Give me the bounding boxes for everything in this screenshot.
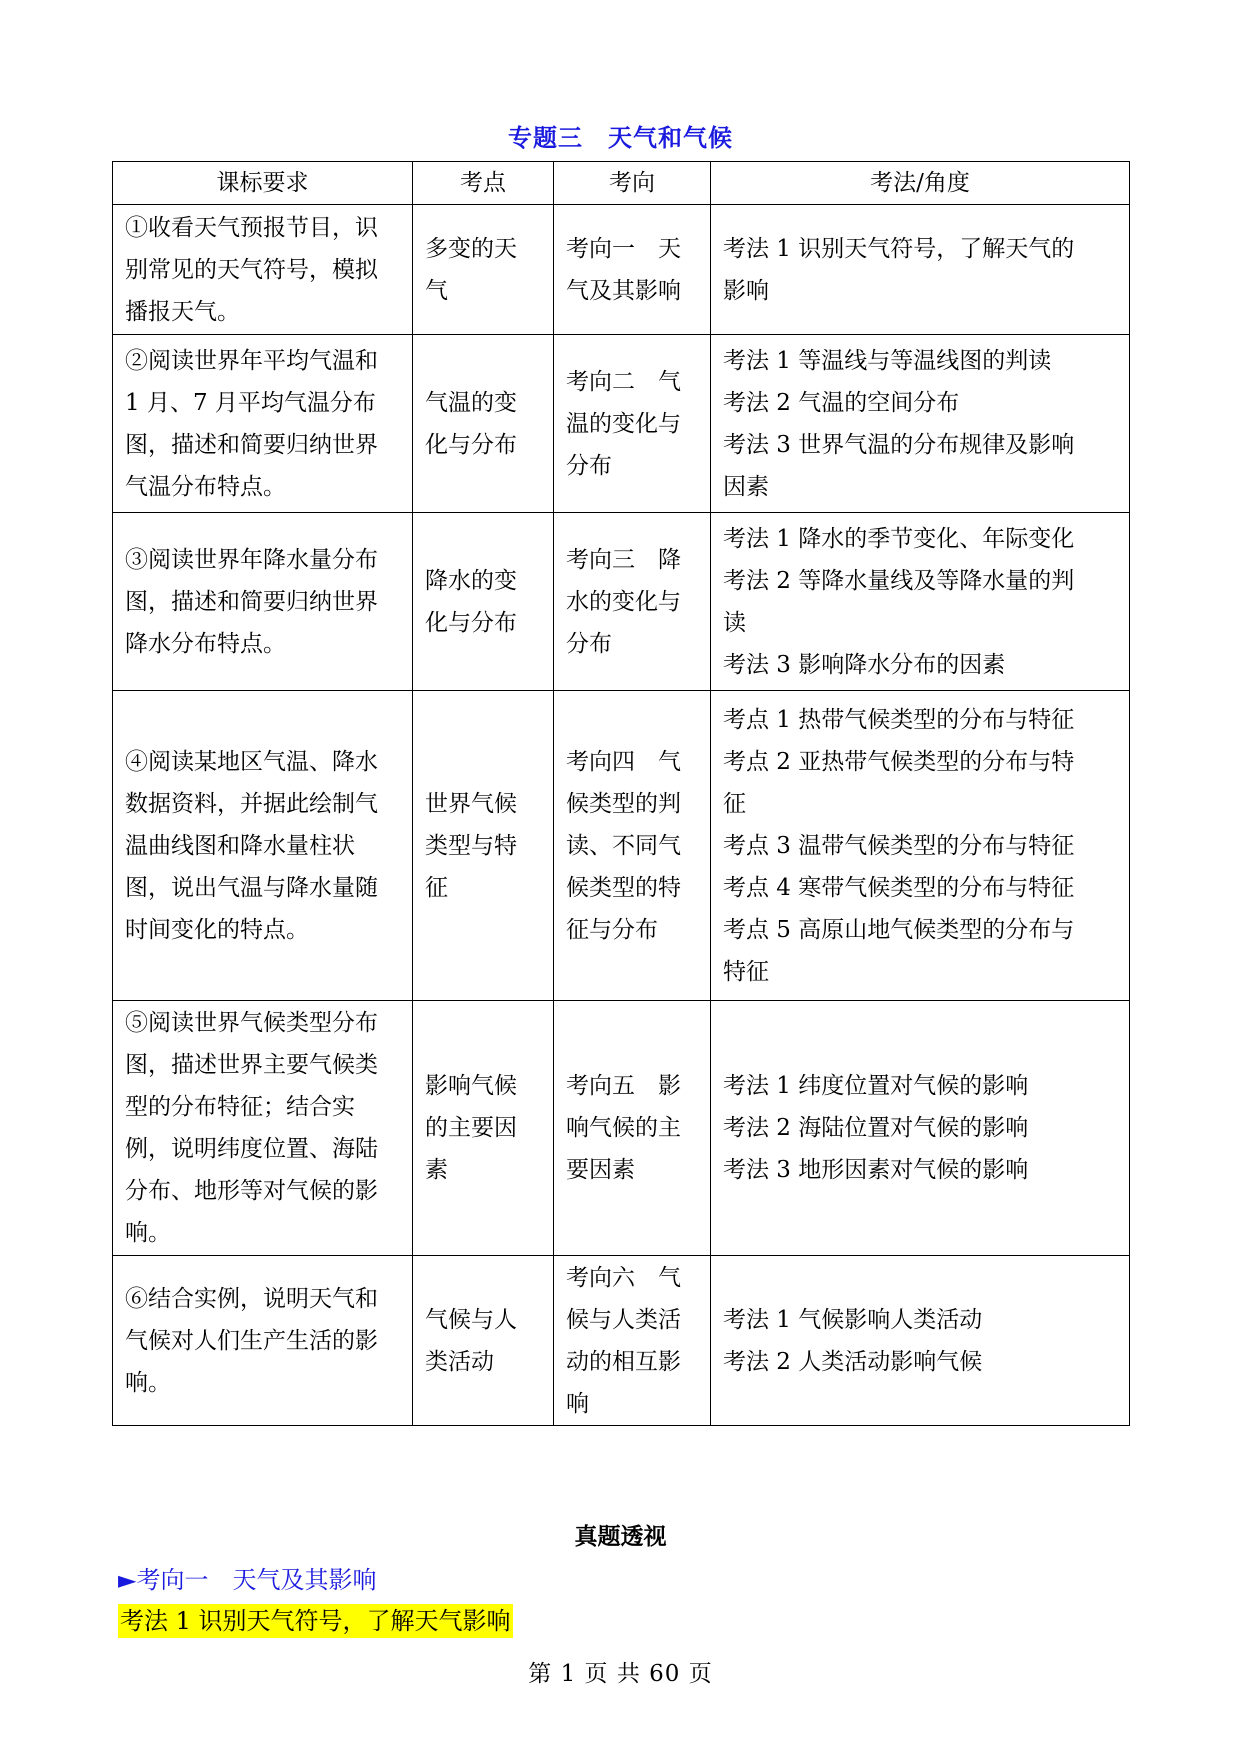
table-row (113, 691, 1130, 1001)
highlighted-method-heading: 考法 1 识别天气符号，了解天气影响 (118, 1604, 513, 1638)
direction-heading-label: 考向一 天气及其影响 (136, 1566, 377, 1594)
table-row (113, 1256, 1130, 1426)
direction-cell: 考向五 影 响气候的主 要因素 (554, 1001, 711, 1256)
curriculum-table (112, 161, 1130, 1426)
header-direction: 考向 (554, 162, 711, 205)
methods-cell: 考法 1 等温线与等温线图的判读 考法 2 气温的空间分布 考法 3 世界气温的分布规律及影响 因素 (711, 335, 1130, 513)
requirement-cell: ④阅读某地区气温、降水 数据资料，并据此绘制气 温曲线图和降水量柱状 图，说出气温与降水量随 时间变化的特点。 (113, 691, 413, 1001)
page-footer: 第 1 页 共 60 页 (528, 1661, 713, 1687)
requirement-cell: ②阅读世界年平均气温和 1 月、7 月平均气温分布 图，描述和简要归纳世界 气温分布特点。 (113, 335, 413, 513)
requirement-cell: ⑤阅读世界气候类型分布 图，描述世界主要气候类 型的分布特征；结合实 例，说明纬度位置、海陆 分布、地形等对气候的影 响。 (113, 1001, 413, 1256)
header-methods: 考法/角度 (711, 162, 1130, 205)
methods-cell: 考法 1 纬度位置对气候的影响 考法 2 海陆位置对气候的影响 考法 3 地形因素对气候的影响 (711, 1001, 1130, 1256)
header-point: 考点 (413, 162, 554, 205)
table-header-row (113, 162, 1130, 205)
direction-heading (118, 1560, 376, 1595)
section-title: 真题透视 (574, 1523, 667, 1550)
header-requirement: 课标要求 (113, 162, 413, 205)
triangle-pointer-icon: ► (118, 1566, 137, 1594)
direction-cell: 考向二 气 温的变化与 分布 (554, 335, 711, 513)
point-cell: 降水的变 化与分布 (413, 513, 554, 691)
direction-cell: 考向四 气 候类型的判 读、不同气 候类型的特 征与分布 (554, 691, 711, 1001)
point-cell: 气温的变 化与分布 (413, 335, 554, 513)
direction-cell: 考向一 天 气及其影响 (554, 205, 711, 335)
table-row (113, 205, 1130, 335)
point-cell: 影响气候 的主要因 素 (413, 1001, 554, 1256)
methods-cell: 考法 1 识别天气符号，了解天气的 影响 (711, 205, 1130, 335)
direction-cell: 考向六 气 候与人类活 动的相互影 响 (554, 1256, 711, 1426)
requirement-cell: ⑥结合实例，说明天气和 气候对人们生产生活的影 响。 (113, 1256, 413, 1426)
requirement-cell: ③阅读世界年降水量分布 图，描述和简要归纳世界 降水分布特点。 (113, 513, 413, 691)
table-row (113, 335, 1130, 513)
table-row (113, 513, 1130, 691)
point-cell: 多变的天 气 (413, 205, 554, 335)
requirement-cell: ①收看天气预报节目，识 别常见的天气符号，模拟 播报天气。 (113, 205, 413, 335)
direction-cell: 考向三 降 水的变化与 分布 (554, 513, 711, 691)
methods-cell: 考法 1 气候影响人类活动 考法 2 人类活动影响气候 (711, 1256, 1130, 1426)
methods-cell: 考点 1 热带气候类型的分布与特征 考点 2 亚热带气候类型的分布与特 征 考点 3 温带气候类型的分布与特征 考点 4 寒带气候类型的分布与特征 考点 5 高原山地气候类型的分布与 特征 (711, 691, 1130, 1001)
point-cell: 气候与人 类活动 (413, 1256, 554, 1426)
document-title: 专题三 天气和气候 (508, 123, 733, 152)
table-row (113, 1001, 1130, 1256)
methods-cell: 考法 1 降水的季节变化、年际变化 考法 2 等降水量线及等降水量的判 读 考法 3 影响降水分布的因素 (711, 513, 1130, 691)
point-cell: 世界气候 类型与特 征 (413, 691, 554, 1001)
